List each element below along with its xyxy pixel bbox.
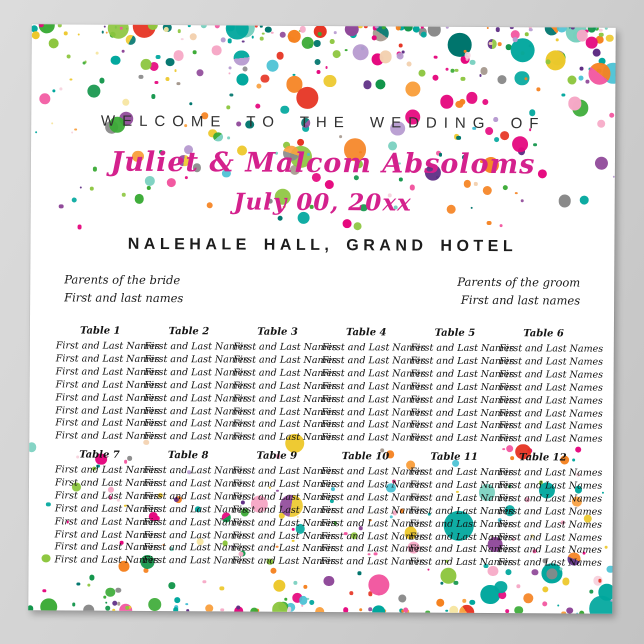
guest-name-line: First and Last Names — [498, 420, 603, 433]
table-label: Table 6 — [523, 328, 564, 340]
guest-name-line: First and Last Names — [55, 464, 160, 477]
guest-name-line: First and Last Names — [410, 368, 515, 380]
guest-name-line: First and Last Names — [410, 381, 515, 393]
guest-name-line: First and Last Names — [320, 478, 425, 491]
seating-tables-row-1 — [55, 324, 604, 446]
guest-name-line: First and Last Names — [232, 504, 337, 516]
table-label: Table 9 — [256, 450, 298, 462]
guest-name-line: First and Last Names — [409, 479, 514, 492]
guest-name-line: First and Last Names — [143, 431, 248, 443]
guest-name-line: First and Last Names — [55, 379, 160, 391]
guest-name-line: First and Last Names — [498, 394, 603, 407]
parents-of-bride-names: First and last names — [64, 290, 184, 306]
parents-of-bride-title: Parents of the bride — [64, 272, 181, 288]
welcome-heading: WELCOME TO THE WEDDING OF — [100, 112, 546, 133]
table-block — [55, 324, 160, 444]
parents-of-groom-names: First and last names — [460, 292, 581, 308]
guest-name-line: First and Last Names — [498, 492, 603, 505]
guest-name-line: First and Last Names — [54, 503, 159, 515]
guest-name-line: First and Last Names — [321, 380, 426, 393]
guest-name-line: First and Last Names — [320, 543, 425, 556]
guest-name-line: First and Last Names — [232, 405, 337, 418]
guest-name-line: First and Last Names — [232, 418, 337, 431]
table-label: Table 7 — [79, 449, 120, 461]
guest-name-line: First and Last Names — [321, 465, 426, 478]
guest-name-line: First and Last Names — [499, 355, 604, 368]
table-label: Table 8 — [167, 450, 209, 462]
table-block — [321, 326, 426, 446]
guest-name-line: First and Last Names — [321, 419, 426, 432]
guest-name-line: First and Last Names — [409, 432, 514, 445]
guest-name-line: First and Last Names — [321, 432, 426, 444]
guest-name-line: First and Last Names — [231, 555, 336, 568]
table-block — [497, 451, 603, 571]
table-block — [143, 449, 248, 569]
guest-name-line: First and Last Names — [55, 430, 160, 443]
guest-name-line: First and Last Names — [498, 479, 603, 492]
table-label: Table 2 — [168, 326, 210, 338]
guest-name-line: First and Last Names — [410, 394, 515, 406]
guest-name-line: First and Last Names — [55, 391, 160, 404]
guest-name-line: First and Last Names — [321, 393, 426, 406]
guest-name-line: First and Last Names — [55, 340, 160, 353]
seating-tables-row-2 — [54, 448, 603, 570]
table-label: Table 4 — [345, 327, 387, 339]
guest-name-line: First and Last Names — [232, 517, 337, 529]
guest-name-line: First and Last Names — [144, 340, 249, 353]
parents-of-bride — [64, 270, 183, 307]
guest-name-line: First and Last Names — [143, 490, 248, 503]
guest-name-line: First and Last Names — [498, 381, 603, 394]
table-block — [320, 450, 426, 570]
table-block — [143, 325, 249, 445]
table-label: Table 10 — [341, 451, 390, 463]
guest-name-line: First and Last Names — [498, 368, 603, 381]
table-block — [498, 327, 604, 447]
guest-name-line: First and Last Names — [321, 367, 426, 380]
guest-name-line: First and Last Names — [143, 516, 248, 529]
guest-name-line: First and Last Names — [498, 433, 603, 446]
guest-name-line: First and Last Names — [55, 366, 160, 378]
guest-name-line: First and Last Names — [410, 355, 515, 368]
guest-name-line: First and Last Names — [232, 431, 337, 444]
guest-name-line: First and Last Names — [498, 518, 603, 531]
guest-name-line: First and Last Names — [232, 465, 337, 478]
guest-name-line: First and Last Names — [497, 531, 602, 544]
table-block — [409, 451, 514, 571]
guest-name-line: First and Last Names — [232, 380, 337, 392]
guest-name-line: First and Last Names — [54, 477, 159, 489]
parents-section — [64, 270, 580, 309]
table-block — [231, 449, 337, 569]
guest-name-line: First and Last Names — [143, 477, 248, 490]
guest-name-line: First and Last Names — [499, 343, 604, 355]
guest-name-line: First and Last Names — [54, 528, 159, 541]
guest-name-line: First and Last Names — [409, 492, 514, 504]
table-label: Table 3 — [257, 326, 298, 338]
guest-name-line: First and Last Names — [144, 392, 249, 405]
guest-name-line: First and Last Names — [144, 353, 249, 366]
guest-name-line: First and Last Names — [409, 466, 514, 479]
guest-name-line: First and Last Names — [143, 555, 248, 567]
guest-name-line: First and Last Names — [321, 341, 426, 354]
guest-name-line: First and Last Names — [320, 491, 425, 504]
guest-name-line: First and Last Names — [55, 404, 160, 417]
wedding-seating-chart-poster — [28, 24, 616, 614]
guest-name-line: First and Last Names — [54, 490, 159, 502]
table-label: Table 11 — [430, 451, 478, 463]
guest-name-line: First and Last Names — [233, 354, 338, 366]
guest-name-line: First and Last Names — [320, 530, 425, 543]
guest-name-line: First and Last Names — [232, 491, 337, 503]
guest-name-line: First and Last Names — [232, 367, 337, 379]
event-date: July 00, 20xx — [233, 188, 412, 217]
poster-content — [28, 24, 616, 614]
guest-name-line: First and Last Names — [232, 478, 337, 490]
table-label: Table 1 — [79, 325, 121, 337]
guest-name-line: First and Last Names — [55, 353, 160, 365]
guest-name-line: First and Last Names — [498, 467, 603, 479]
guest-name-line: First and Last Names — [498, 407, 603, 420]
parents-of-groom — [457, 273, 580, 310]
guest-name-line: First and Last Names — [409, 556, 514, 569]
guest-name-line: First and Last Names — [410, 407, 515, 419]
table-label: Table 5 — [434, 327, 476, 339]
table-block — [54, 448, 160, 568]
table-label: Table 12 — [519, 452, 567, 464]
guest-name-line: First and Last Names — [143, 503, 248, 516]
guest-name-line: First and Last Names — [320, 556, 425, 568]
table-block — [232, 325, 338, 445]
guest-name-line: First and Last Names — [231, 542, 336, 555]
guest-name-line: First and Last Names — [233, 341, 338, 354]
guest-name-line: First and Last Names — [410, 419, 515, 432]
guest-name-line: First and Last Names — [409, 531, 514, 543]
guest-name-line: First and Last Names — [320, 517, 425, 530]
guest-name-line: First and Last Names — [143, 464, 248, 477]
guest-name-line: First and Last Names — [143, 542, 248, 554]
guest-name-line: First and Last Names — [54, 515, 159, 528]
guest-name-line: First and Last Names — [321, 406, 426, 419]
guest-name-line: First and Last Names — [54, 541, 159, 554]
guest-name-line: First and Last Names — [144, 366, 249, 379]
guest-name-line: First and Last Names — [320, 504, 425, 517]
guest-name-line: First and Last Names — [55, 417, 160, 430]
guest-name-line: First and Last Names — [54, 554, 159, 567]
guest-name-line: First and Last Names — [144, 379, 249, 392]
venue-line: NALEHALE HALL, GRAND HOTEL — [127, 235, 518, 256]
guest-name-line: First and Last Names — [321, 354, 426, 367]
guest-name-line: First and Last Names — [232, 393, 337, 405]
parents-of-groom-title: Parents of the groom — [457, 274, 581, 290]
guest-name-line: First and Last Names — [143, 418, 248, 430]
guest-name-line: First and Last Names — [410, 342, 515, 355]
guest-name-line: First and Last Names — [409, 518, 514, 530]
guest-name-line: First and Last Names — [144, 405, 249, 418]
couple-names: Juliet & Malcom Absoloms — [110, 146, 536, 181]
guest-name-line: First and Last Names — [497, 557, 602, 570]
guest-name-line: First and Last Names — [409, 543, 514, 556]
table-block — [409, 327, 515, 447]
guest-name-line: First and Last Names — [497, 544, 602, 557]
guest-name-line: First and Last Names — [143, 529, 248, 542]
guest-name-line: First and Last Names — [409, 505, 514, 517]
guest-name-line: First and Last Names — [231, 529, 336, 542]
guest-name-line: First and Last Names — [498, 505, 603, 518]
